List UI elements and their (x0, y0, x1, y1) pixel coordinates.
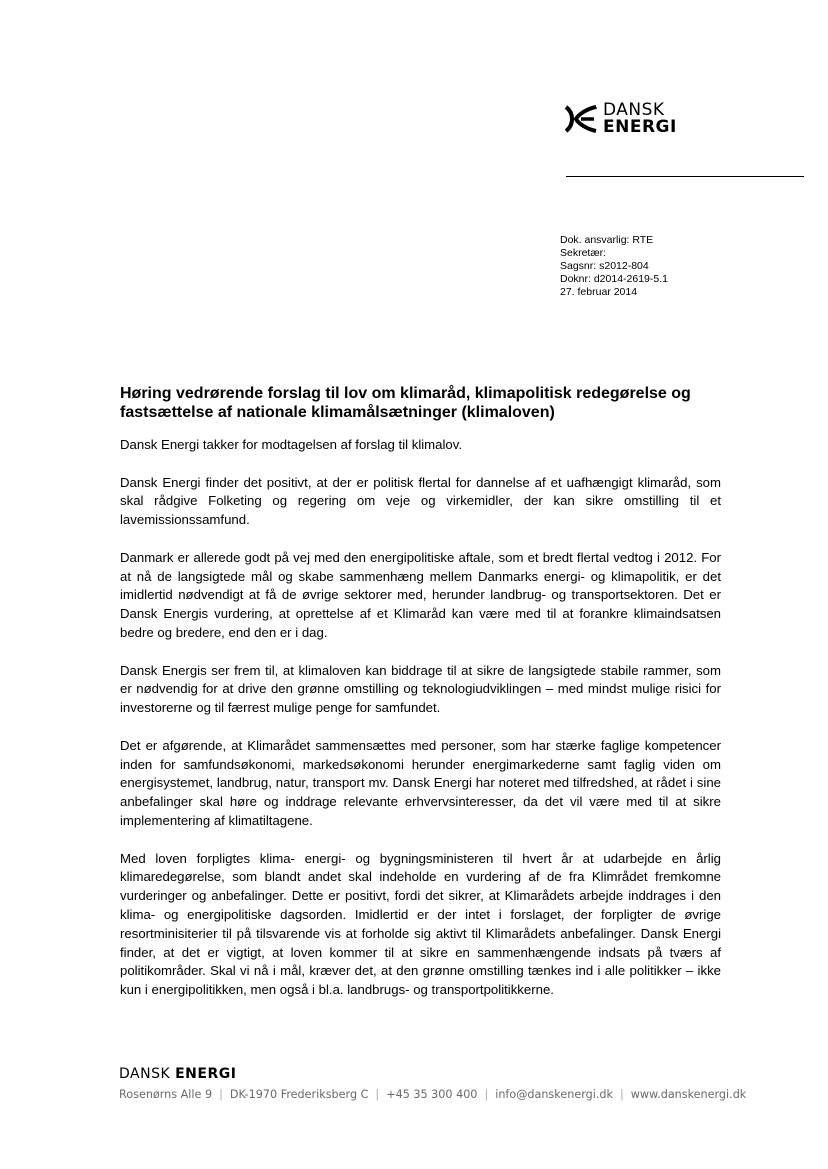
footer-web-link[interactable]: www.danskenergi.dk (630, 1088, 747, 1101)
logo-line1: DANSK (603, 100, 665, 120)
meta-responsible: Dok. ansvarlig: RTE (560, 234, 654, 246)
footer-contact: Rosenørns Alle 9 | DK-1970 Frederiksberg C | +45 35 300 400 | info@danskenergi.dk | www.danskenergi.dk (119, 1088, 747, 1101)
footer-brand-dansk: DANSK (119, 1066, 176, 1082)
footer-city: DK-1970 Frederiksberg C (229, 1088, 369, 1101)
header-rule (566, 176, 804, 177)
meta-date: 27. februar 2014 (560, 286, 638, 298)
logo-line2: ENERGI (603, 117, 677, 137)
document-meta (560, 234, 668, 299)
paragraph: Dansk Energis ser frem til, at klimaloven kan biddrage til at sikre de langsigtede stabile rammer, som er nødvendig for at drive den grønne omstilling og teknologiudviklingen – med mindst mulige risici for investorerne og til færrest mulige penge for samfundet. (120, 662, 721, 716)
footer-brand-energi: ENERGI (175, 1066, 237, 1082)
dansk-energi-logo-icon (564, 105, 598, 133)
meta-document-number: Doknr: d2014-2619-5.1 (560, 273, 668, 285)
paragraph: Danmark er allerede godt på vej med den energipolitiske aftale, som et bredt flertal vedtog i 2012. For at nå de langsigtede mål og skabe sammenhæng mellem Danmarks energi- og klimapolitik, er det imidlertid nødvendigt at få de øvrige sektorer med, herunder landbrug- og transportsektoren. Det er Dansk Energis vurdering, at oprettelse af et Klimaråd kan være med til at forankre klimaindsatsen bedre og bredere, end den er i dag. (120, 549, 721, 640)
meta-secretary: Sekretær: (560, 247, 607, 259)
logo-wordmark (603, 102, 677, 136)
paragraph: Dansk Energi finder det positivt, at der er politisk flertal for dannelse af et uafhængigt klimaråd, som skal rådgive Folketing og regering om veje og virkemidler, der kan sikre omstilling til et lavemissionssamfund. (120, 474, 721, 528)
footer-email-link[interactable]: info@danskenergi.dk (495, 1088, 613, 1101)
document-body (120, 436, 721, 1019)
document-title: Høring vedrørende forslag til lov om klimaråd, klimapolitisk redegørelse og fastsættelse af nationale klimamålsætninger (klimaloven) (120, 385, 691, 421)
company-logo (564, 102, 677, 136)
paragraph: Det er afgørende, at Klimarådet sammensættes med personer, som har stærke faglige kompetencer inden for samfundsøkonomi, markedsøkonomi herunder energimarkederne samt faglig viden om energisystemet, landbrug, natur, transport mv. Dansk Energi har noteret med tilfredshed, at rådet i sine anbefalinger skal høre og inddrage relevante erhvervsinteresser, da det vil være med til at sikre implementering af klimatiltagene. (120, 737, 721, 828)
meta-case-number: Sagsnr: s2012-804 (560, 260, 649, 272)
paragraph: Dansk Energi takker for modtagelsen af forslag til klimalov. (120, 437, 463, 452)
paragraph: Med loven forpligtes klima- energi- og bygningsministeren til hvert år at udarbejde en årlig klimaredegørelse, som blandt andet skal indeholde en vurdering af de fra Klimrådet fremkomne vurderinger og anbefalinger. Dette er positivt, fordi det sikrer, at Klimarådets arbejde inddrages i den klima- og energipolitiske dagsorden. Imidlertid er der intet i forslaget, der forpligter de øvrige resortminisiterier til på tilsvarende vis at forholde sig aktivt til Klimarådets anbefalinger. Dansk Energi finder, at det er vigtigt, at loven kommer til at sikre en sammenhængende indsats på tværs af politikområder. Skal vi nå i mål, kræver det, at den grønne omstilling tænkes ind i alle politikker – ikke kun i energipolitikken, men også i bl.a. landbrugs- og transportpolitikkerne. (120, 850, 721, 998)
footer-phone: +45 35 300 400 (386, 1088, 478, 1101)
footer-address: Rosenørns Alle 9 (119, 1088, 213, 1101)
footer-brand (119, 1066, 236, 1082)
